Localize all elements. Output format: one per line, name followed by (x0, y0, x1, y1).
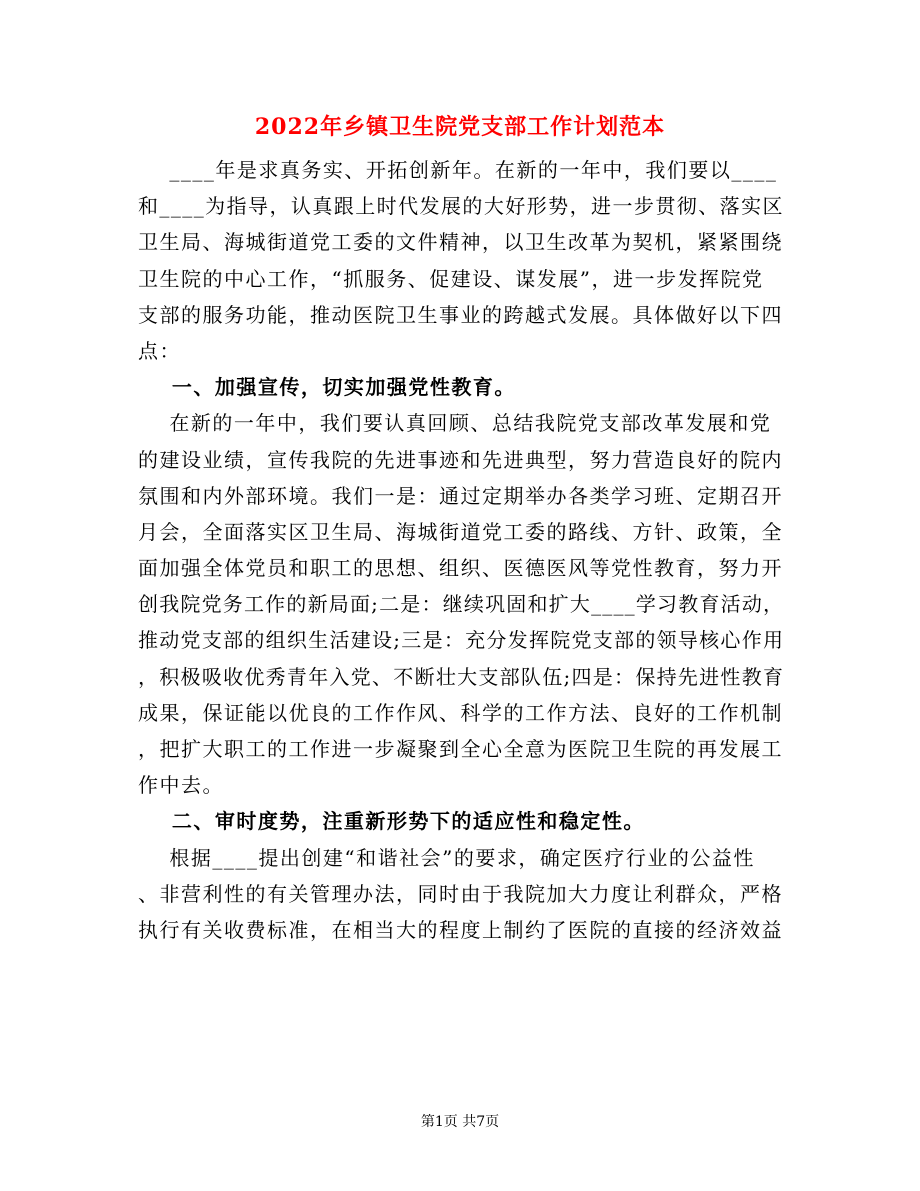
paragraph-line: 点： (138, 338, 181, 363)
page-number: 第1页 共7页 (420, 1114, 500, 1130)
paragraph-line: 创我院党务工作的新局面;二是：继续巩固和扩大____学习教育活动， (138, 592, 785, 617)
paragraph-line: 面加强全体党员和职工的思想、组织、医德医风等党性教育，努力开 (138, 556, 783, 581)
paragraph-line: 执行有关收费标准，在相当大的程度上制约了医院的直接的经济效益 (138, 917, 783, 942)
document-title: 2022年乡镇卫生院党支部工作计划范本 (254, 114, 666, 140)
paragraph-line: 月会，全面落实区卫生局、海城街道党工委的路线、方针、政策，全 (138, 519, 783, 544)
paragraph-line: 和____为指导，认真跟上时代发展的大好形势，进一步贯彻、落实区 (138, 194, 784, 219)
paragraph-line: 根据____提出创建“和谐社会”的要求，确定医疗行业的公益性 (138, 845, 755, 870)
section-heading: 一、加强宣传，切实加强党性教育。 (138, 375, 516, 400)
paragraph-line: 卫生局、海城街道党工委的文件精神，以卫生改革为契机，紧紧围绕 (138, 230, 783, 255)
paragraph-line: ____年是求真务实、开拓创新年。在新的一年中，我们要以____ (138, 158, 778, 182)
section-heading: 二、审时度势，注重新形势下的适应性和稳定性。 (138, 809, 645, 834)
paragraph-line: 在新的一年中，我们要认真回顾、总结我院党支部改革发展和党 (138, 411, 772, 436)
document-body (138, 152, 784, 948)
paragraph-line: ，积极吸收优秀青年入党、不断壮大支部队伍;四是：保持先进性教育 (138, 664, 785, 689)
paragraph-line: 成果，保证能以优良的工作作风、科学的工作方法、良好的工作机制 (138, 700, 783, 725)
paragraph-line: 氛围和内外部环境。我们一是：通过定期举办各类学习班、定期召开 (138, 483, 783, 508)
paragraph-line: 推动党支部的组织生活建设;三是：充分发挥院党支部的领导核心作用 (138, 628, 785, 653)
paragraph-line: ，把扩大职工的工作进一步凝聚到全心全意为医院卫生院的再发展工 (138, 737, 783, 761)
paragraph-line: 支部的服务功能，推动医院卫生事业的跨越式发展。具体做好以下四 (138, 302, 783, 327)
paragraph-line: 卫生院的中心工作，“抓服务、促建设、谋发展”，进一步发挥院党 (138, 266, 764, 291)
paragraph-line: 的建设业绩，宣传我院的先进事迹和先进典型，努力营造良好的院内 (138, 447, 783, 472)
paragraph-line: 、非营利性的有关管理办法，同时由于我院加大力度让利群众，严格 (138, 881, 783, 906)
paragraph-line: 作中去。 (138, 773, 224, 798)
